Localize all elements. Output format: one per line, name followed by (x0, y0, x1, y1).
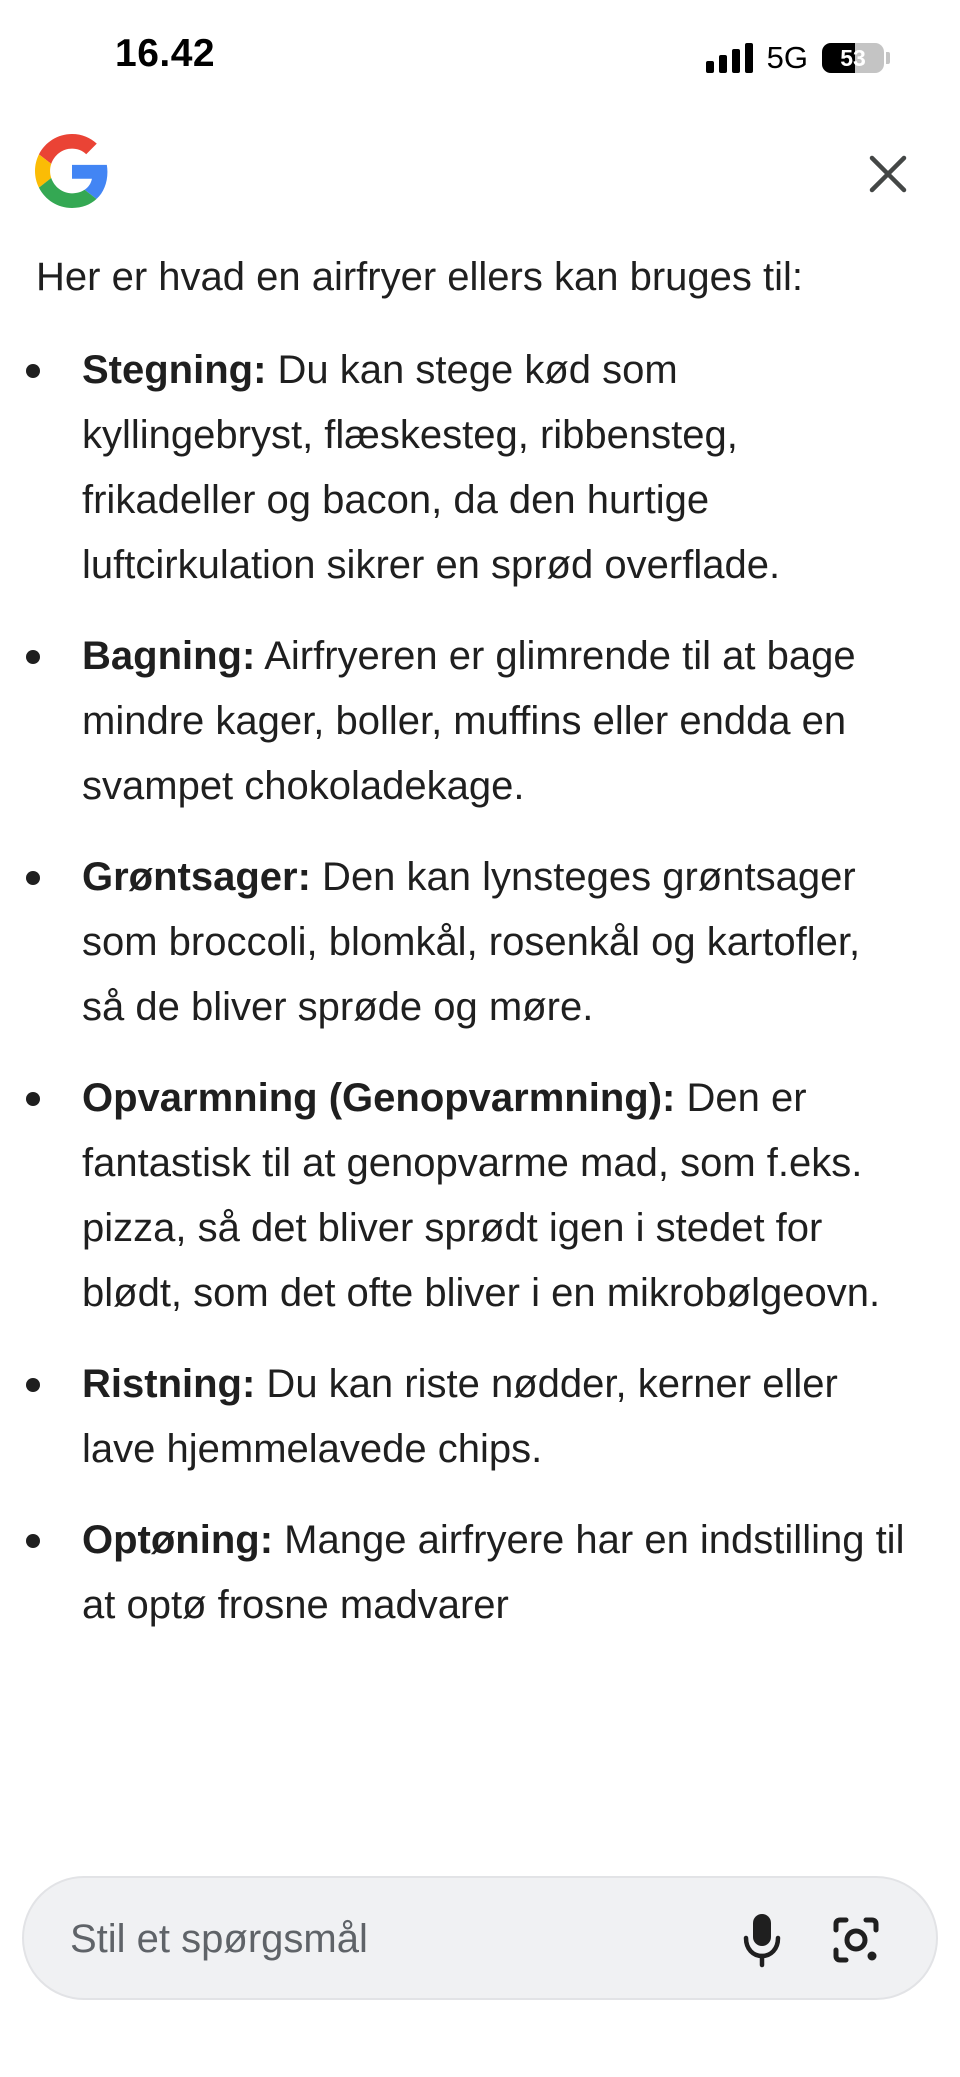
item-text: Airfryeren er glimrende til at bage mindre kager, boller, muffins eller endda en svampet chokoladekage. (82, 634, 856, 808)
bullet-dot (26, 1534, 40, 1548)
search-bar[interactable] (22, 1876, 938, 2000)
bullet-dot (26, 364, 40, 378)
status-bar (0, 0, 960, 110)
list-item (0, 624, 960, 819)
bullet-dot (26, 1378, 40, 1392)
search-bar-area (0, 1870, 960, 2077)
google-g-logo-icon (35, 134, 109, 208)
signal-strength-icon (706, 43, 753, 73)
answer-intro: Her er hvad en airfryer ellers kan bruges til: (36, 255, 803, 299)
item-title: Grøntsager: (82, 855, 311, 899)
battery-level: 53 (840, 44, 866, 71)
item-text: Du kan stege kød som kyllingebryst, flæskesteg, ribbensteg, frikadeller og bacon, da den hurtige luftcirkulation sikrer en sprød overflade. (82, 348, 781, 587)
battery-icon (822, 43, 884, 73)
search-input[interactable] (68, 1908, 712, 1970)
bullet-dot (26, 871, 40, 885)
list-item (0, 845, 960, 1040)
list-item (0, 338, 960, 598)
answer-content (0, 245, 960, 1870)
item-text: Den er fantastisk til at genopvarme mad, som f.eks. pizza, så det bliver sprødt igen i stedet for blødt, som det ofte bliver i en mikrobølgeovn. (82, 1076, 881, 1315)
item-title: Ristning: (82, 1362, 256, 1406)
google-lens-button[interactable] (826, 1910, 886, 1970)
list-item (0, 1508, 960, 1638)
list-item (0, 1066, 960, 1326)
close-icon (868, 154, 908, 194)
item-title: Optøning: (82, 1518, 274, 1562)
close-button[interactable] (856, 142, 920, 206)
list-item (0, 1352, 960, 1482)
item-text: Du kan riste nødder, kerner eller lave hjemmelavede chips. (82, 1362, 838, 1471)
header (0, 120, 960, 230)
status-time: 16.42 (115, 32, 216, 75)
item-title: Bagning: (82, 634, 256, 678)
status-indicators (706, 38, 890, 78)
bullet-dot (26, 1092, 40, 1106)
google-lens-icon (828, 1912, 884, 1968)
network-type: 5G (766, 40, 808, 75)
item-text: Den kan lynsteges grøntsager som broccoli, blomkål, rosenkål og kartofler, så de bliver sprøde og møre. (82, 855, 861, 1029)
item-text: Mange airfryere har en indstilling til at optø frosne madvarer (82, 1518, 905, 1627)
answer-list (0, 338, 960, 1638)
bullet-dot (26, 650, 40, 664)
voice-search-button[interactable] (734, 1910, 790, 1970)
microphone-icon (742, 1912, 782, 1968)
item-title: Stegning: (82, 348, 267, 392)
item-title: Opvarmning (Genopvarmning): (82, 1076, 676, 1120)
